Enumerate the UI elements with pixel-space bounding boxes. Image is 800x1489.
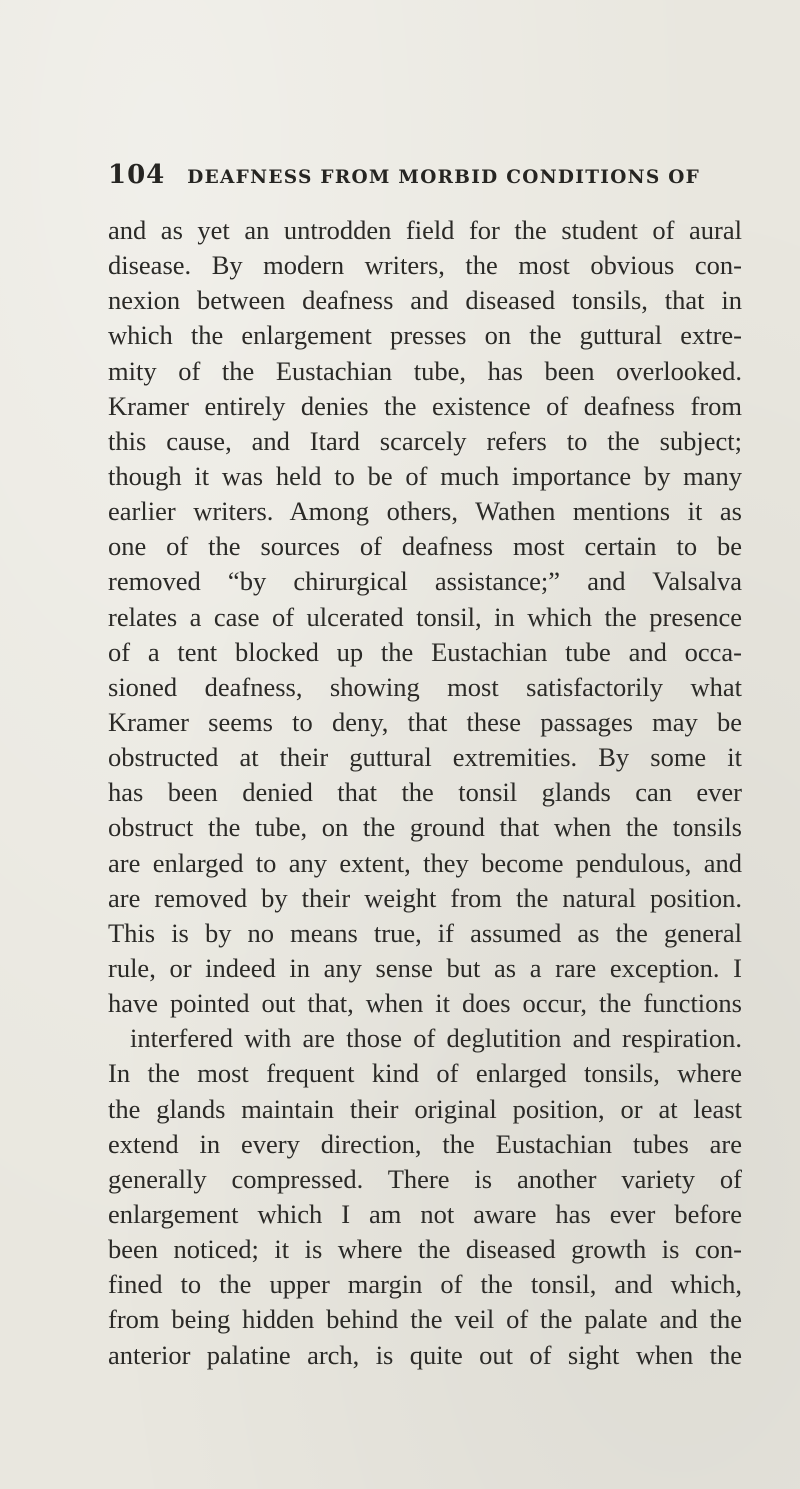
text-line: enlargement which I am not aware has ever before (108, 1198, 742, 1229)
text-line: disease. By modern writers, the most obvious con- (108, 250, 742, 281)
text-line: which the enlargement presses on the guttural extre- (108, 320, 742, 351)
text-line: Kramer entirely denies the existence of deafness from (108, 390, 742, 421)
text-line: extend in every direction, the Eustachian tubes are (108, 1128, 742, 1159)
text-line: are removed by their weight from the natural position. (108, 882, 742, 913)
text-line: are enlarged to any extent, they become pendulous, and (108, 847, 742, 878)
text-line: this cause, and Itard scarcely refers to the subject; (108, 425, 742, 456)
text-line: Kramer seems to deny, that these passages may be (108, 706, 742, 737)
body-paragraph (108, 213, 742, 1373)
text-line: have pointed out that, when it does occur, the functions (108, 988, 742, 1019)
text-line: mity of the Eustachian tube, has been overlooked. (108, 355, 742, 386)
running-head (108, 160, 701, 190)
text-line: fined to the upper margin of the tonsil, and which, (108, 1269, 742, 1300)
text-line: the glands maintain their original position, or at least (108, 1093, 742, 1124)
text-line: has been denied that the tonsil glands can ever (108, 777, 742, 808)
text-line: obstruct the tube, on the ground that when the tonsils (108, 812, 742, 843)
text-line: relates a case of ulcerated tonsil, in which the presence (108, 601, 742, 632)
text-line: obstructed at their guttural extremities. By some it (108, 742, 742, 773)
text-line: from being hidden behind the veil of the palate and the (108, 1304, 742, 1335)
text-line: of a tent blocked up the Eustachian tube and occa- (108, 636, 742, 667)
text-line: and as yet an untrodden field for the student of aural (108, 215, 742, 245)
text-line: removed “by chirurgical assistance;” and Valsalva (108, 566, 742, 597)
page-number: 104 (108, 160, 166, 190)
text-line: anterior palatine arch, is quite out of sight when the (108, 1339, 742, 1370)
text-line: though it was held to be of much importance by many (108, 460, 742, 491)
text-line: nexion between deafness and diseased tonsils, that in (108, 285, 742, 316)
text-line: earlier writers. Among others, Wathen mentions it as (108, 496, 742, 527)
running-title: DEAFNESS FROM MORBID CONDITIONS OF (187, 167, 701, 188)
text-line: rule, or indeed in any sense but as a rare exception. I (108, 952, 742, 983)
text-line: sioned deafness, showing most satisfactorily what (108, 671, 742, 702)
text-line: one of the sources of deafness most certain to be (108, 531, 742, 562)
text-line: generally compressed. There is another variety of (108, 1163, 742, 1194)
text-line: This is by no means true, if assumed as the general (108, 917, 742, 948)
text-line: In the most frequent kind of enlarged tonsils, where (108, 1058, 742, 1089)
text-line: interfered with are those of deglutition and respiration. (130, 1023, 742, 1054)
text-line: been noticed; it is where the diseased growth is con- (108, 1234, 742, 1265)
